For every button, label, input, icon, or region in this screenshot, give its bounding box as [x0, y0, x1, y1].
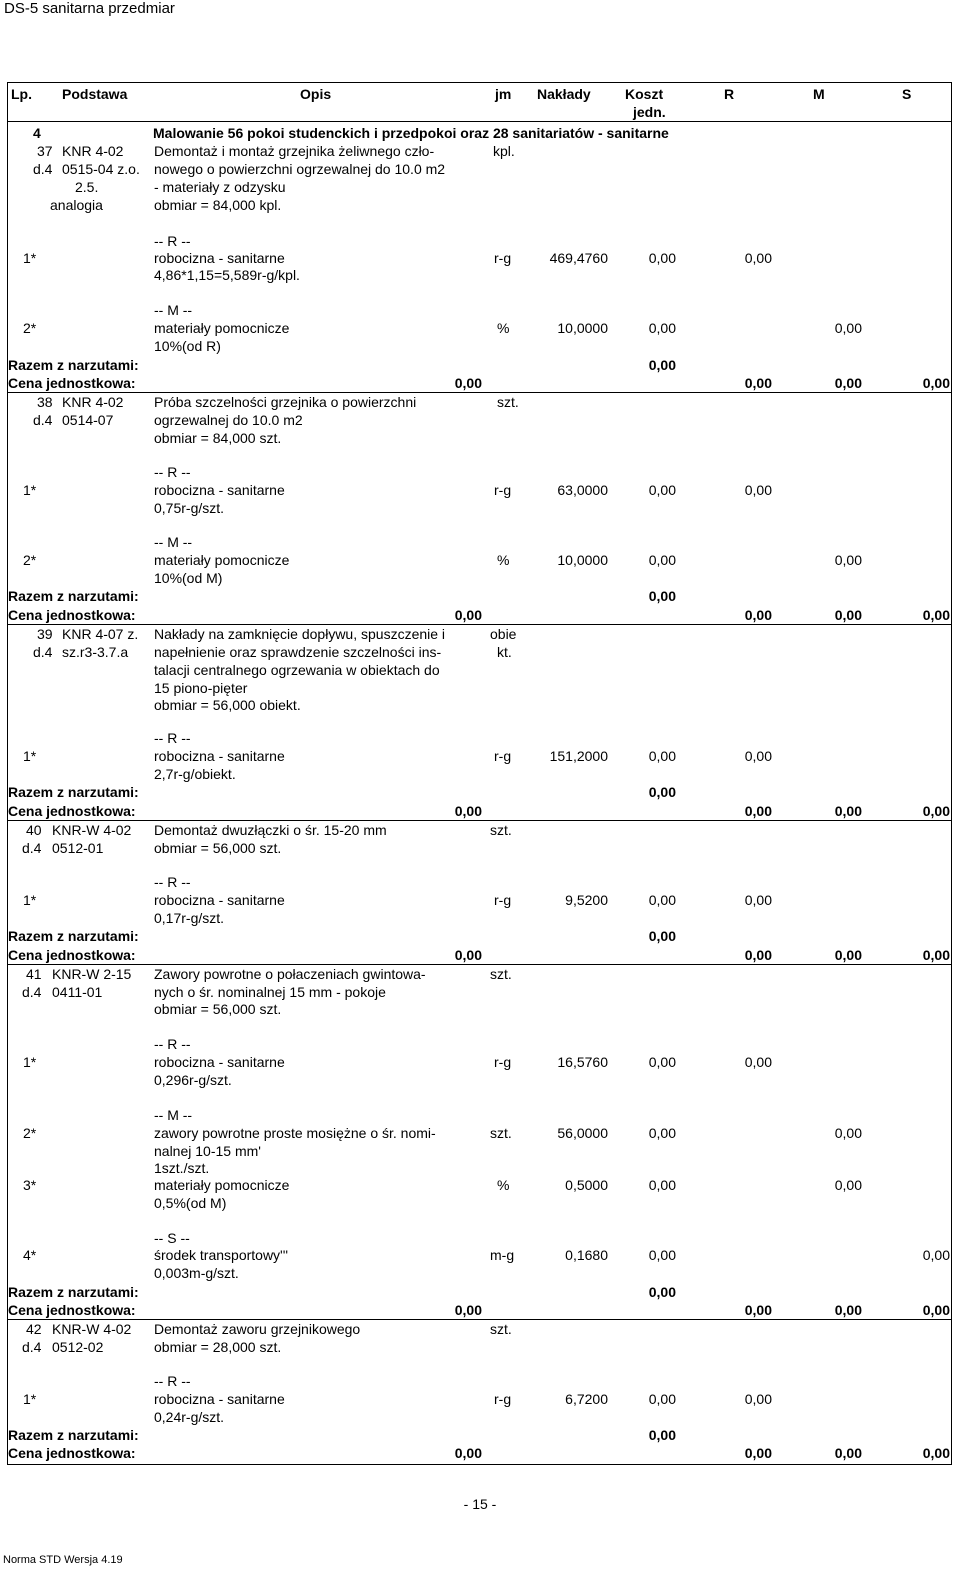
col-koszt-header: Koszt	[625, 86, 664, 102]
item-37-r-r: 0,00	[744, 250, 772, 266]
section-title: Malowanie 56 pokoi studenckich i przedpokoi oraz 28 sanitariatów - sanitarne	[153, 125, 669, 141]
item-37-podstawa-2: 0515-04 z.o.	[62, 161, 140, 177]
header-divider	[8, 121, 951, 122]
item-41-lp2: d.4	[22, 984, 42, 1000]
item-37-m-head: -- M --	[154, 302, 193, 318]
document-title: DS-5 sanitarna przedmiar	[4, 0, 175, 17]
item-39-cena-m: 0,00	[834, 803, 862, 819]
item-38-m-m: 0,00	[834, 552, 862, 568]
item-42-cena-m: 0,00	[834, 1445, 862, 1461]
item-38-cena-label: Cena jednostkowa:	[8, 607, 136, 623]
item-37-razem-label: Razem z narzutami:	[8, 357, 139, 373]
item-38-opis-3: obmiar = 84,000 szt.	[154, 430, 282, 446]
item-39-divider	[8, 820, 951, 821]
item-39-razem-label: Razem z narzutami:	[8, 784, 139, 800]
item-39-podstawa-1: KNR 4-07 z.	[62, 626, 139, 642]
item-40-r-lp: 1*	[23, 892, 37, 908]
item-40-r-r: 0,00	[744, 892, 772, 908]
item-38-m-jm: %	[497, 552, 510, 568]
item-39-r-r: 0,00	[744, 748, 772, 764]
item-37-r-name: robocizna - sanitarne	[154, 250, 285, 266]
item-42-lp2: d.4	[22, 1339, 42, 1355]
item-37-m-name: materiały pomocnicze	[154, 320, 290, 336]
item-37-podstawa-3: 2.5.	[75, 179, 99, 195]
item-37-cena-s: 0,00	[922, 375, 950, 391]
cost-table	[7, 82, 952, 1465]
item-40-cena-s: 0,00	[922, 947, 950, 963]
item-37-r-val: 469,4760	[549, 250, 608, 266]
col-m-header: M	[813, 86, 825, 102]
item-37-lp2: d.4	[33, 161, 53, 177]
item-41-s-s: 0,00	[922, 1247, 950, 1263]
item-38-razem-label: Razem z narzutami:	[8, 588, 139, 604]
item-42-r-jm: r-g	[494, 1391, 512, 1407]
item-38-m-head: -- M --	[154, 534, 193, 550]
item-42-opis-1: Demontaż zaworu grzejnikowego	[154, 1321, 361, 1337]
item-42-jm: szt.	[490, 1321, 512, 1337]
item-41-cena-m: 0,00	[834, 1302, 862, 1318]
item-39-cena-val: 0,00	[454, 803, 482, 819]
item-39-r-norm: 2,7r-g/obiekt.	[154, 766, 236, 782]
col-jm-header: jm	[495, 86, 512, 102]
page-number: - 15 -	[463, 1496, 497, 1512]
item-39-razem-val: 0,00	[648, 784, 676, 800]
item-40-cena-m: 0,00	[834, 947, 862, 963]
item-40-razem-label: Razem z narzutami:	[8, 928, 139, 944]
item-39-opis-5: obmiar = 56,000 obiekt.	[154, 697, 301, 713]
item-40-opis-2: obmiar = 56,000 szt.	[154, 840, 282, 856]
item-41-m3-lp: 3*	[23, 1177, 37, 1193]
item-41-r-val: 16,5760	[557, 1054, 608, 1070]
item-37-r-norm: 4,86*1,15=5,589r-g/kpl.	[154, 267, 300, 283]
item-37-opis-2: nowego o powierzchni ogrzewalnej do 10.0 m2	[154, 161, 446, 177]
item-38-jm: szt.	[497, 394, 519, 410]
item-42-r-lp: 1*	[23, 1391, 37, 1407]
item-42-cena-r: 0,00	[744, 1445, 772, 1461]
item-41-m3-m: 0,00	[834, 1177, 862, 1193]
item-37-m-norm: 10%(od R)	[154, 338, 221, 354]
item-40-r-koszt: 0,00	[648, 892, 676, 908]
item-39-podstawa-2: sz.r3-3.7.a	[62, 644, 129, 660]
item-38-m-koszt: 0,00	[648, 552, 676, 568]
item-41-lp: 41	[26, 966, 42, 982]
item-38-r-name: robocizna - sanitarne	[154, 482, 285, 498]
item-39-opis-2: napełnienie oraz sprawdzenie szczelności ins-	[154, 644, 442, 660]
item-41-m3-val: 0,5000	[565, 1177, 608, 1193]
item-39-r-val: 151,2000	[549, 748, 608, 764]
item-41-s-norm: 0,003m-g/szt.	[154, 1265, 239, 1281]
item-41-cena-label: Cena jednostkowa:	[8, 1302, 136, 1318]
item-42-r-name: robocizna - sanitarne	[154, 1391, 285, 1407]
item-41-r-koszt: 0,00	[648, 1054, 676, 1070]
item-41-m2-name-2: nalnej 10-15 mm'	[154, 1143, 261, 1159]
item-41-s-name: środek transportowy'''	[154, 1247, 289, 1263]
item-38-cena-m: 0,00	[834, 607, 862, 623]
item-37-divider	[8, 392, 951, 393]
item-38-cena-s: 0,00	[922, 607, 950, 623]
item-38-podstawa-1: KNR 4-02	[62, 394, 124, 410]
item-37-r-jm: r-g	[494, 250, 512, 266]
item-40-r-head: -- R --	[154, 874, 191, 890]
item-41-jm: szt.	[490, 966, 512, 982]
item-42-r-norm: 0,24r-g/szt.	[154, 1409, 225, 1425]
item-38-razem-val: 0,00	[648, 588, 676, 604]
item-39-opis-3: talacji centralnego ogrzewania w obiektach do	[154, 662, 440, 678]
item-39-cena-label: Cena jednostkowa:	[8, 803, 136, 819]
software-version: Norma STD Wersja 4.19	[3, 1554, 123, 1566]
item-37-cena-label: Cena jednostkowa:	[8, 375, 136, 391]
item-38-opis-2: ogrzewalnej do 10.0 m2	[154, 412, 303, 428]
item-42-cena-s: 0,00	[922, 1445, 950, 1461]
item-41-opis-1: Zawory powrotne o połaczeniach gwintowa-	[154, 966, 426, 982]
item-41-s-head: -- S --	[154, 1230, 190, 1246]
item-41-r-norm: 0,296r-g/szt.	[154, 1072, 232, 1088]
item-38-opis-1: Próba szczelności grzejnika o powierzchni	[154, 394, 417, 410]
item-37-podstawa-1: KNR 4-02	[62, 143, 124, 159]
item-38-m-norm: 10%(od M)	[154, 570, 223, 586]
item-37-podstawa-4: analogia	[50, 197, 103, 213]
item-38-r-norm: 0,75r-g/szt.	[154, 500, 225, 516]
item-37-m-lp: 2*	[23, 320, 37, 336]
item-40-podstawa-1: KNR-W 4-02	[52, 822, 132, 838]
item-42-r-r: 0,00	[744, 1391, 772, 1407]
item-42-podstawa-1: KNR-W 4-02	[52, 1321, 132, 1337]
item-40-divider	[8, 964, 951, 965]
item-38-r-r: 0,00	[744, 482, 772, 498]
item-42-r-val: 6,7200	[565, 1391, 608, 1407]
item-38-m-val: 10,0000	[557, 552, 608, 568]
section-number: 4	[33, 125, 41, 141]
item-40-podstawa-2: 0512-01	[52, 840, 104, 856]
item-39-lp2: d.4	[33, 644, 53, 660]
item-41-opis-3: obmiar = 56,000 szt.	[154, 1001, 282, 1017]
item-39-r-jm: r-g	[494, 748, 512, 764]
item-41-razem-val: 0,00	[648, 1284, 676, 1300]
col-koszt-jedn-header: jedn.	[633, 104, 666, 120]
item-38-cena-val: 0,00	[454, 607, 482, 623]
item-37-opis-4: obmiar = 84,000 kpl.	[154, 197, 282, 213]
item-41-s-val: 0,1680	[565, 1247, 608, 1263]
item-41-m2-m: 0,00	[834, 1125, 862, 1141]
item-37-cena-val: 0,00	[454, 375, 482, 391]
item-42-r-head: -- R --	[154, 1373, 191, 1389]
item-38-divider	[8, 624, 951, 625]
item-40-lp2: d.4	[22, 840, 42, 856]
item-37-r-lp: 1*	[23, 250, 37, 266]
item-41-m2-lp: 2*	[23, 1125, 37, 1141]
col-s-header: S	[902, 86, 912, 102]
item-38-r-lp: 1*	[23, 482, 37, 498]
item-38-m-name: materiały pomocnicze	[154, 552, 290, 568]
item-41-r-jm: r-g	[494, 1054, 512, 1070]
item-39-cena-r: 0,00	[744, 803, 772, 819]
item-41-m3-jm: %	[497, 1177, 510, 1193]
item-39-r-koszt: 0,00	[648, 748, 676, 764]
item-41-m3-norm: 0,5%(od M)	[154, 1195, 227, 1211]
item-40-jm: szt.	[490, 822, 512, 838]
col-podstawa-header: Podstawa	[62, 86, 128, 102]
item-41-m2-koszt: 0,00	[648, 1125, 676, 1141]
item-41-m-head: -- M --	[154, 1107, 193, 1123]
item-39-r-name: robocizna - sanitarne	[154, 748, 285, 764]
item-39-jm-1: obie	[490, 626, 517, 642]
col-r-header: R	[724, 86, 735, 102]
col-naklady-header: Nakłady	[537, 86, 591, 102]
item-40-r-norm: 0,17r-g/szt.	[154, 910, 225, 926]
item-41-r-lp: 1*	[23, 1054, 37, 1070]
item-41-m3-koszt: 0,00	[648, 1177, 676, 1193]
item-42-opis-2: obmiar = 28,000 szt.	[154, 1339, 282, 1355]
item-42-podstawa-2: 0512-02	[52, 1339, 104, 1355]
item-39-opis-4: 15 piono-pięter	[154, 680, 248, 696]
item-41-podstawa-1: KNR-W 2-15	[52, 966, 132, 982]
item-41-podstawa-2: 0411-01	[52, 984, 103, 1000]
item-37-cena-m: 0,00	[834, 375, 862, 391]
item-40-cena-val: 0,00	[454, 947, 482, 963]
item-38-r-koszt: 0,00	[648, 482, 676, 498]
item-37-lp: 37	[37, 143, 53, 159]
item-41-m2-val: 56,0000	[557, 1125, 608, 1141]
item-42-cena-label: Cena jednostkowa:	[8, 1445, 136, 1461]
item-38-r-val: 63,0000	[557, 482, 608, 498]
item-40-lp: 40	[26, 822, 42, 838]
item-37-m-koszt: 0,00	[648, 320, 676, 336]
item-37-opis-1: Demontaż i montaż grzejnika żeliwnego czło-	[154, 143, 435, 159]
item-42-r-koszt: 0,00	[648, 1391, 676, 1407]
item-39-jm-2: kt.	[497, 644, 512, 660]
item-41-m3-name: materiały pomocnicze	[154, 1177, 290, 1193]
item-41-cena-val: 0,00	[454, 1302, 482, 1318]
item-40-cena-r: 0,00	[744, 947, 772, 963]
item-38-lp2: d.4	[33, 412, 53, 428]
item-37-cena-r: 0,00	[744, 375, 772, 391]
item-40-razem-val: 0,00	[648, 928, 676, 944]
item-39-r-head: -- R --	[154, 730, 191, 746]
item-39-cena-s: 0,00	[922, 803, 950, 819]
item-40-r-val: 9,5200	[565, 892, 608, 908]
item-37-opis-3: - materiały z odzysku	[154, 179, 286, 195]
item-41-r-head: -- R --	[154, 1036, 191, 1052]
item-38-r-head: -- R --	[154, 464, 191, 480]
item-39-lp: 39	[37, 626, 53, 642]
item-42-razem-label: Razem z narzutami:	[8, 1427, 139, 1443]
item-40-r-jm: r-g	[494, 892, 512, 908]
item-41-cena-r: 0,00	[744, 1302, 772, 1318]
item-41-m2-name-1: zawory powrotne proste mosiężne o śr. nomi-	[154, 1125, 436, 1141]
item-41-m2-norm: 1szt./szt.	[154, 1160, 210, 1176]
item-41-opis-2: nych o śr. nominalnej 15 mm - pokoje	[154, 984, 386, 1000]
item-41-m2-jm: szt.	[490, 1125, 512, 1141]
item-39-r-lp: 1*	[23, 748, 37, 764]
item-39-opis-1: Nakłady na zamknięcie dopływu, spuszczenie i	[154, 626, 446, 642]
item-40-opis-1: Demontaż dwuzłączki o śr. 15-20 mm	[154, 822, 387, 838]
col-lp-header: Lp.	[11, 86, 32, 102]
item-38-cena-r: 0,00	[744, 607, 772, 623]
item-40-cena-label: Cena jednostkowa:	[8, 947, 136, 963]
item-40-r-name: robocizna - sanitarne	[154, 892, 285, 908]
item-38-m-lp: 2*	[23, 552, 37, 568]
item-42-razem-val: 0,00	[648, 1427, 676, 1443]
item-41-r-name: robocizna - sanitarne	[154, 1054, 285, 1070]
item-41-s-jm: m-g	[490, 1247, 515, 1263]
item-38-lp: 38	[37, 394, 53, 410]
item-42-lp: 42	[26, 1321, 42, 1337]
item-38-r-jm: r-g	[494, 482, 512, 498]
col-opis-header: Opis	[300, 86, 332, 102]
item-41-razem-label: Razem z narzutami:	[8, 1284, 139, 1300]
item-37-m-val: 10,0000	[557, 320, 608, 336]
item-41-r-r: 0,00	[744, 1054, 772, 1070]
item-41-s-lp: 4*	[23, 1247, 37, 1263]
item-41-divider	[8, 1319, 951, 1320]
item-41-cena-s: 0,00	[922, 1302, 950, 1318]
item-41-s-koszt: 0,00	[648, 1247, 676, 1263]
item-38-podstawa-2: 0514-07	[62, 412, 114, 428]
item-37-razem-val: 0,00	[648, 357, 676, 373]
item-37-m-jm: %	[497, 320, 510, 336]
item-37-m-m: 0,00	[834, 320, 862, 336]
item-37-jm: kpl.	[493, 143, 515, 159]
item-37-r-head: -- R --	[154, 233, 191, 249]
item-37-r-koszt: 0,00	[648, 250, 676, 266]
item-42-cena-val: 0,00	[454, 1445, 482, 1461]
